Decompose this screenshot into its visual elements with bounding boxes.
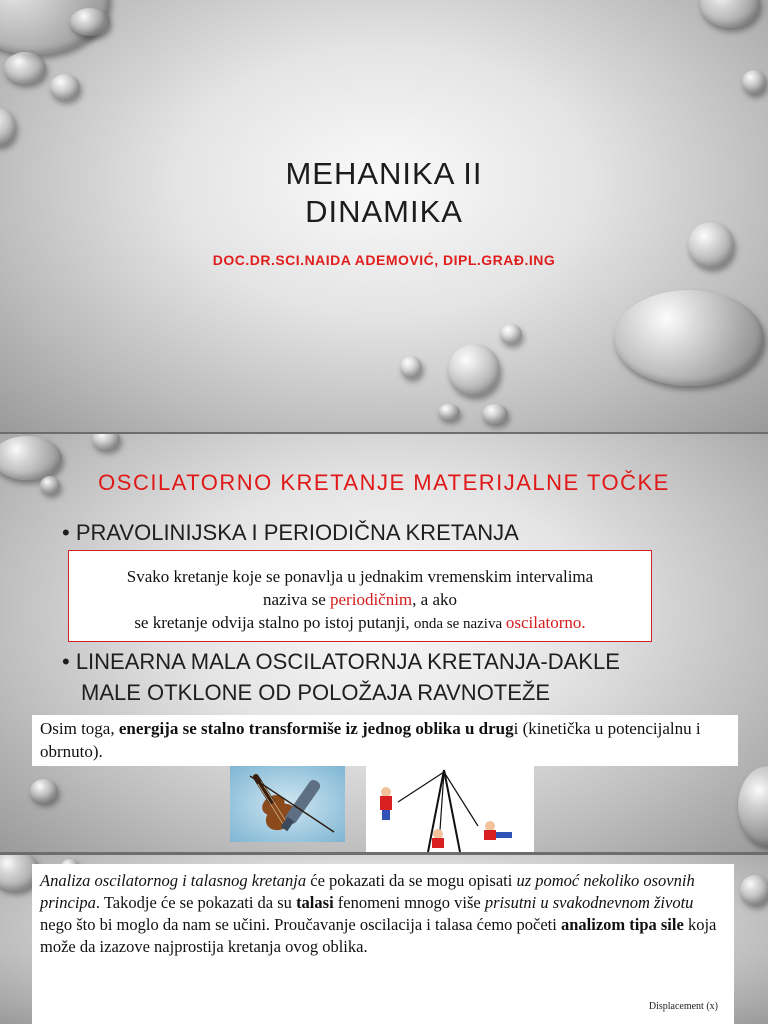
definition-line-3 [69, 611, 651, 636]
text-bold: talasi [296, 893, 334, 912]
text-span: koja može da izazove najprostija kretanja ovog oblika. [40, 915, 717, 956]
definition-box [68, 550, 652, 642]
water-drop [614, 290, 764, 386]
text-span: Osim toga, [40, 719, 119, 738]
title-slide [0, 0, 768, 432]
definition-line-2 [69, 588, 651, 611]
title-line-2: DINAMIKA [305, 194, 463, 229]
text-span: fenomeni mnogo više [333, 893, 485, 912]
water-drop [482, 404, 508, 424]
term-periodic: periodičnim [330, 590, 413, 609]
text-span: i (kinetička u potencijalnu i obrnuto). [40, 719, 701, 761]
water-drop [700, 0, 760, 28]
water-drop [400, 356, 422, 378]
violin-image [230, 766, 345, 842]
water-drop [30, 779, 58, 803]
water-drop [92, 434, 120, 450]
text-span: onda se naziva [413, 616, 506, 632]
water-drop [70, 8, 110, 36]
water-drop [438, 404, 460, 420]
bullet-line-2: MALE OTKLONE OD POLOŽAJA RAVNOTEŽE [81, 680, 551, 705]
text-span: , a ako [412, 590, 458, 609]
water-drop [0, 108, 16, 146]
water-drop [740, 875, 768, 905]
energy-text-box [32, 715, 738, 766]
water-drop [742, 70, 766, 94]
slide-title: OSCILATORNO KRETANJE MATERIJALNE TOČKE [98, 470, 670, 495]
text-span: . Takodje će se pokazati da su [95, 893, 297, 912]
bullet-line-1: • LINEARNA MALA OSCILATORNJA KRETANJA-DAKLE [62, 649, 620, 674]
slide-title [0, 155, 768, 231]
analysis-text-box [32, 864, 734, 1024]
swing-image [366, 766, 534, 852]
text-span: nego što bi moglo da nam se učini. Proučavanje oscilacija i talasa ćemo početi [40, 915, 561, 934]
text-italic: Analiza oscilatornog i talasnog kretanja [40, 871, 307, 890]
text-span: se kretanje odvija stalno po istoj putanji, [134, 613, 414, 632]
water-drop [4, 52, 46, 84]
author-line: DOC.DR.SCI.NAIDA ADEMOVIĆ, DIPL.GRAĐ.ING [212, 252, 556, 268]
displacement-label: Displacement (x) [648, 1001, 718, 1012]
water-drop [448, 344, 500, 396]
water-drop [738, 766, 768, 846]
title-line-1: MEHANIKA II [285, 156, 483, 191]
text-italic: uz pomoć nekoliko osovnih principa [40, 871, 695, 912]
text-italic: prisutni u svakodnevnom životu [484, 893, 694, 912]
water-drop [50, 74, 80, 100]
definition-line-1: Svako kretanje koje se ponavlja u jednakim vremenskim intervalima [126, 567, 594, 586]
bullet-periodic-motion: • PRAVOLINIJSKA I PERIODIČNA KRETANJA [62, 520, 519, 545]
text-bold: analizom tipa sile [560, 915, 684, 934]
text-bold: energija se stalno transformiše iz jednog oblika u drug [118, 719, 514, 738]
text-span: će pokazati da se mogu opisati [306, 871, 517, 890]
water-drop [500, 324, 522, 344]
text-span: naziva se [262, 590, 331, 609]
bullet-linear-oscillation [62, 646, 620, 708]
term-oscillatory: oscilatorno. [505, 613, 586, 632]
analysis-slide [0, 855, 768, 1024]
oscillation-slide [0, 434, 768, 852]
